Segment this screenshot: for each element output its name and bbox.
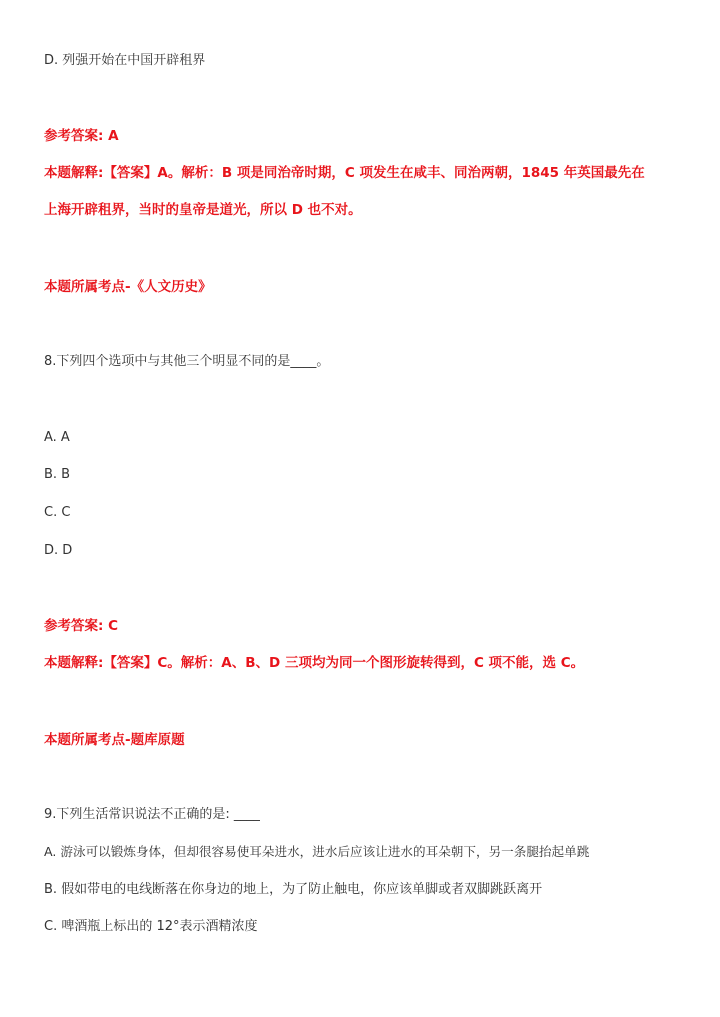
q8-option-d: D. D <box>44 543 73 558</box>
q8-option-a: A. A <box>44 430 70 445</box>
q7-topic: 本题所属考点-《人文历史》 <box>44 279 212 295</box>
q8-option-b: B. B <box>44 467 71 482</box>
q9-option-c: C. 啤酒瓶上标出的 12°表示酒精浓度 <box>44 919 258 934</box>
q8-explanation: 本题解释:【答案】C。解析：A、B、D 三项均为同一个图形旋转得到，C 项不能，选 C。 <box>44 655 585 671</box>
q7-option-d: D. 列强开始在中国开辟租界 <box>44 53 206 68</box>
q7-answer: 参考答案: A <box>44 128 119 144</box>
q7-explanation-line2: 上海开辟租界，当时的皇帝是道光，所以 D 也不对。 <box>44 202 362 218</box>
q8-option-c: C. C <box>44 505 71 520</box>
q8-answer: 参考答案: C <box>44 618 119 634</box>
q9-question: 9.下列生活常识说法不正确的是: ____ <box>44 807 260 822</box>
q8-topic: 本题所属考点-题库原题 <box>44 732 185 748</box>
q7-explanation-line1: 本题解释:【答案】A。解析：B 项是同治帝时期，C 项发生在咸丰、同治两朝，1845 年英国最先在 <box>44 165 645 181</box>
q8-question: 8.下列四个选项中与其他三个明显不同的是____。 <box>44 354 330 369</box>
q9-option-a: A. 游泳可以锻炼身体，但却很容易使耳朵进水，进水后应该让进水的耳朵朝下，另一条腿抬起单跳 <box>44 844 590 859</box>
q9-option-b: B. 假如带电的电线断落在你身边的地上，为了防止触电，你应该单脚或者双脚跳跃离开 <box>44 882 543 897</box>
